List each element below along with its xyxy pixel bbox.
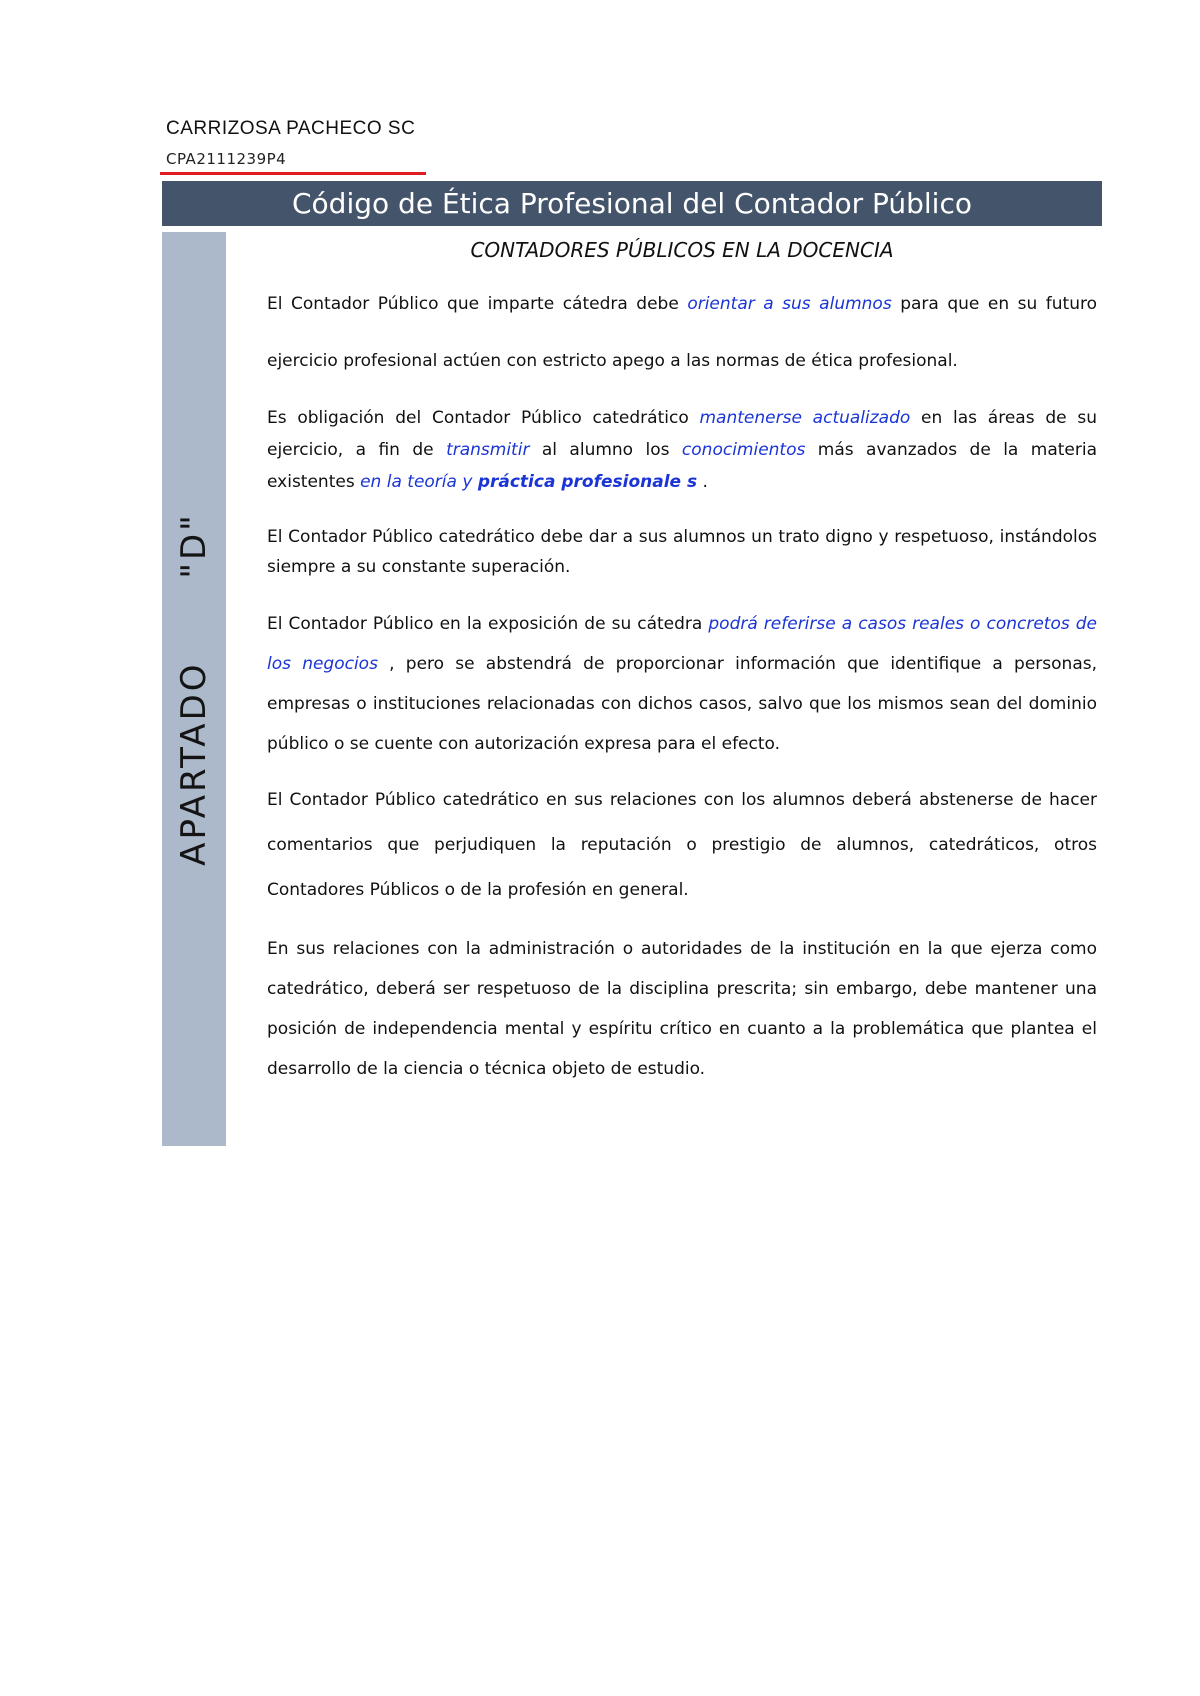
company-name: CARRIZOSA PACHECO SC <box>166 118 416 139</box>
emphasis-text: mantenerse actualizado <box>699 408 911 428</box>
paragraph-text: En sus relaciones con la administración o autoridades de la institución en la que ejerza como catedrático, deberá ser respetuoso de la disciplina prescrita; sin embargo, debe mantener una posición de independencia mental y espíritu crítico en cuanto a la problemática que plantea el desarrollo de la ciencia o técnica objeto de estudio. <box>267 939 1097 1079</box>
paragraph-6 <box>267 929 1097 1089</box>
header-rule <box>160 172 426 175</box>
paragraph-text: El Contador Público catedrático debe dar a sus alumnos un trato digno y respetuoso, instándolos siempre a su constante superación. <box>267 527 1097 577</box>
company-code: CPA2111239P4 <box>166 150 287 168</box>
paragraph-2 <box>267 402 1097 498</box>
paragraph-text: , pero se abstendrá de proporcionar información que identifique a personas, empresas o instituciones relacionadas con dichos casos, salvo que los mismos sean del dominio público o se cuente con autorización expresa para el efecto. <box>267 654 1097 754</box>
paragraph-5 <box>267 778 1097 913</box>
paragraph-text: al alumno los <box>529 440 682 460</box>
paragraph-text: Es obligación del Contador Público catedrático <box>267 408 700 428</box>
document-title-banner <box>162 181 1102 226</box>
paragraph-text: para que en su futuro ejercicio profesional actúen con estricto apego a las normas de ética profesional. <box>267 294 1097 371</box>
emphasis-text: conocimientos <box>681 440 806 460</box>
emphasis-text: transmitir <box>446 440 530 460</box>
paragraph-text: El Contador Público en la exposición de su cátedra <box>267 614 709 634</box>
emphasis-text: en la teoría y <box>360 472 478 492</box>
section-subtitle: CONTADORES PÚBLICOS EN LA DOCENCIA <box>470 238 894 262</box>
paragraph-text: El Contador Público que imparte cátedra debe <box>267 294 688 314</box>
emphasis-text: podrá referirse a casos reales o concretos de los negocios <box>267 614 1098 674</box>
paragraph-text: en las áreas de su ejercicio, a fin de <box>267 408 1097 460</box>
document-title: Código de Ética Profesional del Contador Público <box>292 187 972 220</box>
paragraph-3 <box>267 522 1097 582</box>
paragraph-1 <box>267 276 1097 390</box>
paragraph-4 <box>267 604 1097 764</box>
document-body <box>267 232 1097 1089</box>
emphasis-text: orientar a sus alumnos <box>687 294 892 314</box>
paragraph-text: . <box>697 472 708 492</box>
paragraph-text: El Contador Público catedrático en sus relaciones con los alumnos deberá abstenerse de hacer comentarios que perjudiquen la reputación o prestigio de alumnos, catedráticos, otros Contadores Públicos o de la profesión en general. <box>267 790 1097 900</box>
emphasis-text: práctica profesionale s <box>477 472 698 492</box>
section-side-label: APARTADO "D" <box>174 512 214 866</box>
paragraph-text: más avanzados de la materia existentes <box>267 440 1098 492</box>
